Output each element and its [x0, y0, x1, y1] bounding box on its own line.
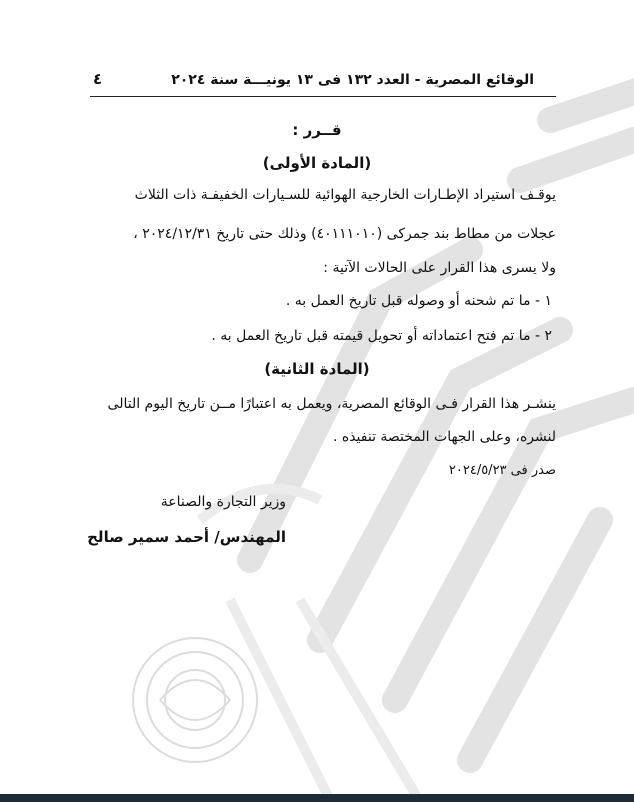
minister-title: وزير التجارة والصناعة	[160, 494, 286, 510]
article-one-line-2: عجلات من مطاط بند جمركى (٤٠١١١٠١٠) وذلك حتى تاريخ ٢٠٢٤/١٢/٣١ ،	[133, 226, 556, 242]
minister-name: المهندس/ أحمد سمير صالح	[87, 528, 286, 546]
article-one-line-3: ولا يسرى هذا القرار على الحالات الآتية :	[323, 260, 556, 276]
exception-item-2: ٢ - ما تم فتح اعتماداته أو تحويل قيمته قبل تاريخ العمل به .	[211, 328, 552, 344]
article-two-line-1: ينشـر هذا القرار فـى الوقائع المصرية، ويعمل به اعتبارًا مــن تاريخ اليوم التالى	[107, 396, 556, 412]
issue-date: صدر فى ٢٠٢٤/٥/٢٣	[448, 463, 556, 478]
footer-bar	[0, 794, 634, 802]
page-number: ٤	[93, 70, 103, 88]
article-two-heading: (المادة الثانية)	[264, 360, 370, 378]
exception-item-1: ١ - ما تم شحنه أو وصوله قبل تاريخ العمل به .	[285, 293, 552, 309]
article-one-heading: (المادة الأولى)	[262, 154, 372, 172]
article-two-line-2: لنشره، وعلى الجهات المختصة تنفيذه .	[332, 429, 556, 445]
running-header: الوقائع المصرية - العدد ١٣٢ فى ١٣ يونيـــة سنة ٢٠٢٤	[171, 72, 534, 88]
decision-heading: قــرر :	[292, 121, 342, 139]
header-rule	[90, 96, 556, 97]
article-one-line-1: يوقـف استيراد الإطـارات الخارجية الهوائية للسـيارات الخفيفـة ذات الثلاث	[134, 187, 556, 203]
